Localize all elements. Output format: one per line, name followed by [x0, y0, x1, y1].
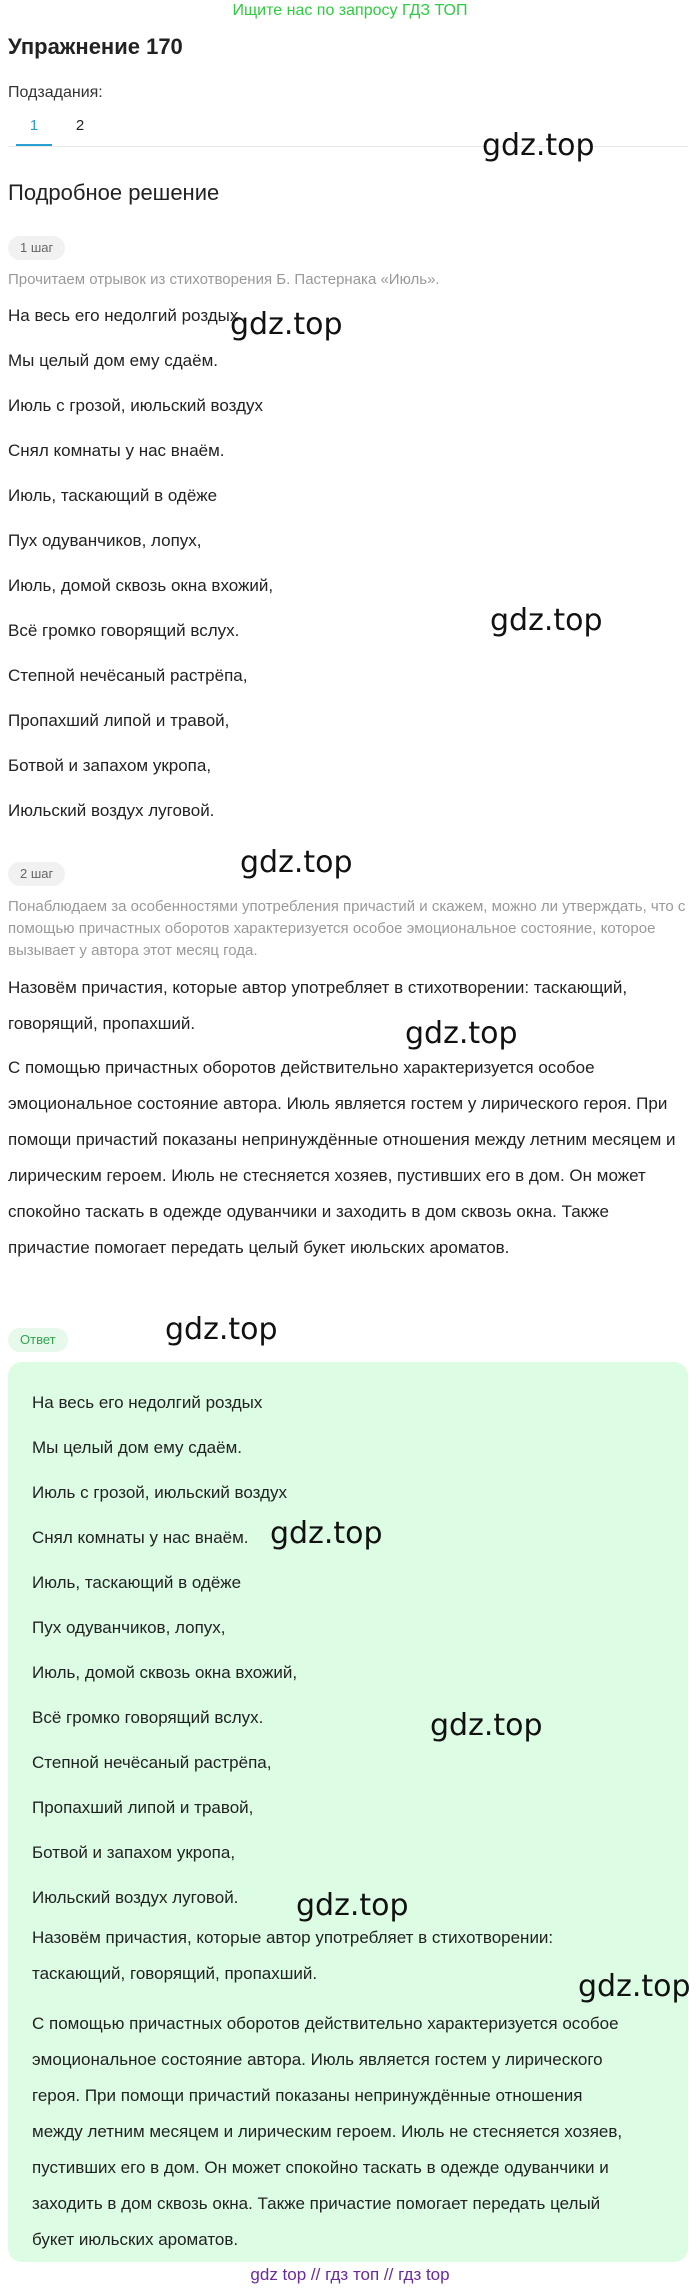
watermark: gdz.top [296, 1888, 409, 1923]
watermark: gdz.top [230, 307, 343, 342]
answer-poem-line: Мы целый дом ему сдаём. [32, 1438, 242, 1457]
answer-poem-line: Пропахший липой и травой, [32, 1798, 254, 1817]
answer-explanation: С помощью причастных оборотов действительно характеризуется особое эмоциональное состояние автора. Июль является гостем у лирического героя. При помощи причастий показаны непринуждённые отношения между летним месяцем и лирическим героем. Июль не стесняется хозяев, пустивших его в дом. Он может спокойно таскать в одежде одуванчики и заходить в дом сквозь окна. Также причастие помогает передать целый букет июльских ароматов. [32, 2014, 623, 2249]
answer-poem-line: Ботвой и запахом укропа, [32, 1843, 236, 1862]
answer-poem-line: Степной нечёсаный растрёпа, [32, 1753, 272, 1772]
answer-poem-line: Июльский воздух луговой. [32, 1888, 239, 1907]
watermark: gdz.top [270, 1516, 383, 1551]
answer-poem-line: Июль, таскающий в одёже [32, 1573, 242, 1592]
poem-line: Июль с грозой, июльский воздух [8, 396, 263, 415]
poem-line: Пух одуванчиков, лопух, [8, 531, 202, 550]
step-1-badge: 1 шаг [8, 236, 65, 260]
poem-line: Ботвой и запахом укропа, [8, 756, 212, 775]
step-2-explanation: С помощью причастных оборотов действительно характеризуется особое эмоциональное состояние автора. Июль является гостем у лирического героя. При помощи причастий показаны непринуждённые отношения между летним месяцем и лирическим героем. Июль не стесняется хозяев, пустивших его в дом. Он может спокойно таскать в одежде одуванчики и заходить в дом сквозь окна. Также причастие помогает передать целый букет июльских ароматов. [8, 1058, 676, 1257]
answer-poem-line: На весь его недолгий роздых [32, 1393, 263, 1412]
step-2-badge: 2 шаг [8, 862, 65, 886]
poem-line: На весь его недолгий роздых [8, 306, 239, 325]
watermark: gdz.top [482, 128, 595, 163]
exercise-title: Упражнение 170 [8, 34, 183, 59]
answer-badge: Ответ [8, 1328, 68, 1352]
answer-poem-line: Июль с грозой, июльский воздух [32, 1483, 287, 1502]
solution-title: Подробное решение [8, 180, 220, 205]
subtasks-label: Подзадания: [8, 84, 103, 101]
poem-line: Июль, домой сквозь окна вхожий, [8, 576, 274, 595]
poem-line: Всё громко говорящий вслух. [8, 621, 240, 640]
poem-line: Снял комнаты у нас внаём. [8, 441, 225, 460]
footer-links[interactable]: gdz top // гдз топ // гдз top [250, 2265, 450, 2284]
tab-subtask-1[interactable]: 1 [16, 114, 52, 146]
poem-line: Степной нечёсаный растрёпа, [8, 666, 248, 685]
tab-subtask-2[interactable]: 2 [75, 117, 85, 134]
watermark: gdz.top [490, 603, 603, 638]
poem-line: Пропахший липой и травой, [8, 711, 230, 730]
step-1-intro: Прочитаем отрывок из стихотворения Б. Пастернака «Июль». [8, 271, 440, 288]
answer-poem-line: Июль, домой сквозь окна вхожий, [32, 1663, 298, 1682]
top-banner[interactable]: Ищите нас по запросу ГДЗ ТОП [232, 2, 468, 19]
answer-poem-line: Снял комнаты у нас внаём. [32, 1528, 249, 1547]
poem-line: Июльский воздух луговой. [8, 801, 215, 820]
step-2-participles: Назовём причастия, которые автор употребляет в стихотворении: таскающий, говорящий, пропахший. [8, 978, 628, 1033]
watermark: gdz.top [578, 1969, 691, 2004]
watermark: gdz.top [430, 1708, 543, 1743]
step-2-intro: Понаблюдаем за особенностями употребления причастий и скажем, можно ли утверждать, что с помощью причастных оборотов характеризуется особое эмоциональное состояние, которое вызывает у автора этот месяц года. [8, 898, 686, 959]
answer-poem-line: Всё громко говорящий вслух. [32, 1708, 264, 1727]
watermark: gdz.top [405, 1016, 518, 1051]
poem-line: Июль, таскающий в одёже [8, 486, 218, 505]
poem-line: Мы целый дом ему сдаём. [8, 351, 218, 370]
watermark: gdz.top [165, 1312, 278, 1347]
watermark: gdz.top [240, 845, 353, 880]
answer-poem-line: Пух одуванчиков, лопух, [32, 1618, 226, 1637]
answer-participles: Назовём причастия, которые автор употребляет в стихотворении: таскающий, говорящий, пропахший. [32, 1928, 554, 1983]
